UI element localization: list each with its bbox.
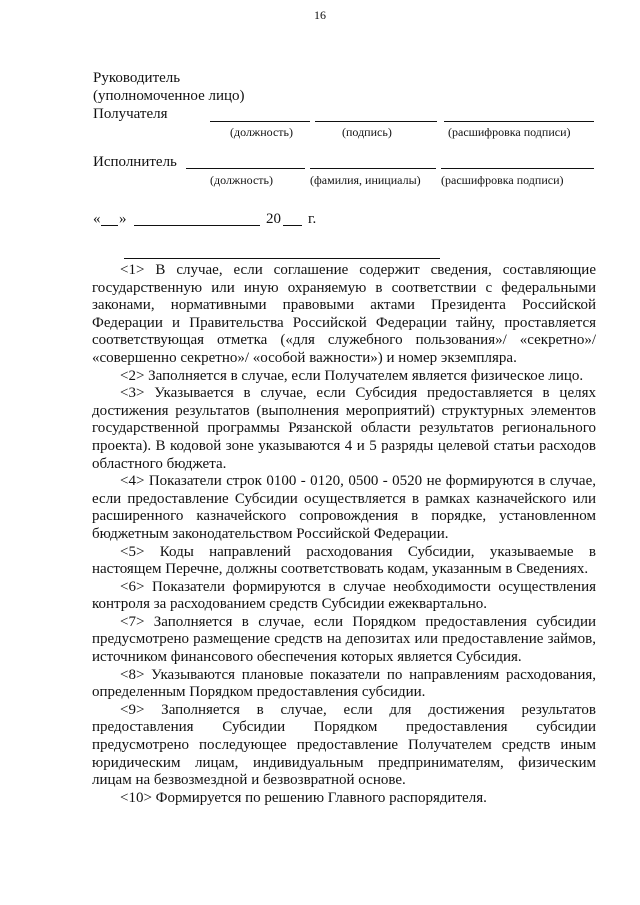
footnote-separator: [124, 258, 440, 259]
executor-label: Исполнитель: [93, 154, 177, 170]
date-year-suffix: г.: [308, 211, 317, 227]
executor-decoding-line: [441, 168, 594, 169]
footnote-9: <9> Заполняется в случае, если для достижения результатов предоставления Субсидии Порядком предоставления субсидии предусмотрено последующее предоставление Получателем средств иным юридическим лицам, индивидуальным предпринимателям, физическим лицам на безвозмездной и безвозвратной основе.: [92, 701, 596, 789]
head-label-line-1: Руководитель: [93, 70, 181, 86]
footnote-1: <1> В случае, если соглашение содержит сведения, составляющие государственную или иную охраняемую в соответствии с федеральными законами, нормативными правовыми актами Президента Российской Федерации и Правительства Российской Федерации тайну, проставляется соответствующая отметка («для служебного пользования»/ «секретно»/ «совершенно секретно»/ «особой важности») и номер экземпляра.: [92, 262, 596, 366]
date-quote-close: »: [119, 211, 127, 227]
executor-caption-position: (должность): [210, 173, 273, 187]
footnote-8: <8> Указываются плановые показатели по направлениям расходования, определенным Порядком предоставления субсидии.: [92, 666, 596, 701]
date-month-line: [134, 225, 260, 226]
executor-name-line: [310, 168, 436, 169]
footnote-6: <6> Показатели формируются в случае необходимости осуществления контроля за расходованием средств Субсидии ежеквартально.: [92, 578, 596, 613]
date-year-line: [283, 225, 302, 226]
footnotes: [92, 262, 596, 807]
footnote-4: <4> Показатели строк 0100 - 0120, 0500 - 0520 не формируются в случае, если предоставление Субсидии осуществляется в рамках казначейского или расширенного казначейского сопровождения в порядке, установленном бюджетным законодательством Российской Федерации.: [92, 473, 596, 542]
footnote-2: <2> Заполняется в случае, если Получателем является физическое лицо.: [120, 367, 584, 384]
page-number: 16: [314, 8, 326, 22]
date-day-line: [101, 225, 118, 226]
executor-caption-decoding: (расшифровка подписи): [441, 173, 564, 187]
head-caption-position: (должность): [230, 125, 293, 139]
head-decoding-line: [444, 121, 594, 122]
head-caption-signature: (подпись): [342, 125, 392, 139]
footnote-3: <3> Указывается в случае, если Субсидия предоставляется в целях достижения результатов (выполнения мероприятий) структурных элементов государственной программы Рязанской области результатов регионального проекта). В кодовой зоне указываются 4 и 5 разряды целевой статьи расходов областного бюджета.: [92, 385, 596, 472]
executor-caption-name: (фамилия, инициалы): [310, 173, 421, 187]
head-label-line-3: Получателя: [93, 106, 168, 122]
head-label-line-2: (уполномоченное лицо): [93, 88, 245, 104]
executor-position-line: [186, 168, 305, 169]
date-quote-open: «: [93, 211, 101, 227]
head-caption-decoding: (расшифровка подписи): [448, 125, 571, 139]
footnote-5: <5> Коды направлений расходования Субсидии, указываемые в настоящем Перечне, должны соответствовать кодам, указанным в Сведениях.: [92, 543, 596, 578]
head-signature-line: [315, 121, 437, 122]
footnote-7: <7> Заполняется в случае, если Порядком предоставления субсидии предусмотрено размещение средств на депозитах или предоставление займов, источником финансового обеспечения которых является Субсидия.: [92, 613, 596, 666]
head-position-line: [210, 121, 310, 122]
footnote-10: <10> Формируется по решению Главного распорядителя.: [120, 789, 487, 806]
date-year-prefix: 20: [266, 211, 281, 227]
